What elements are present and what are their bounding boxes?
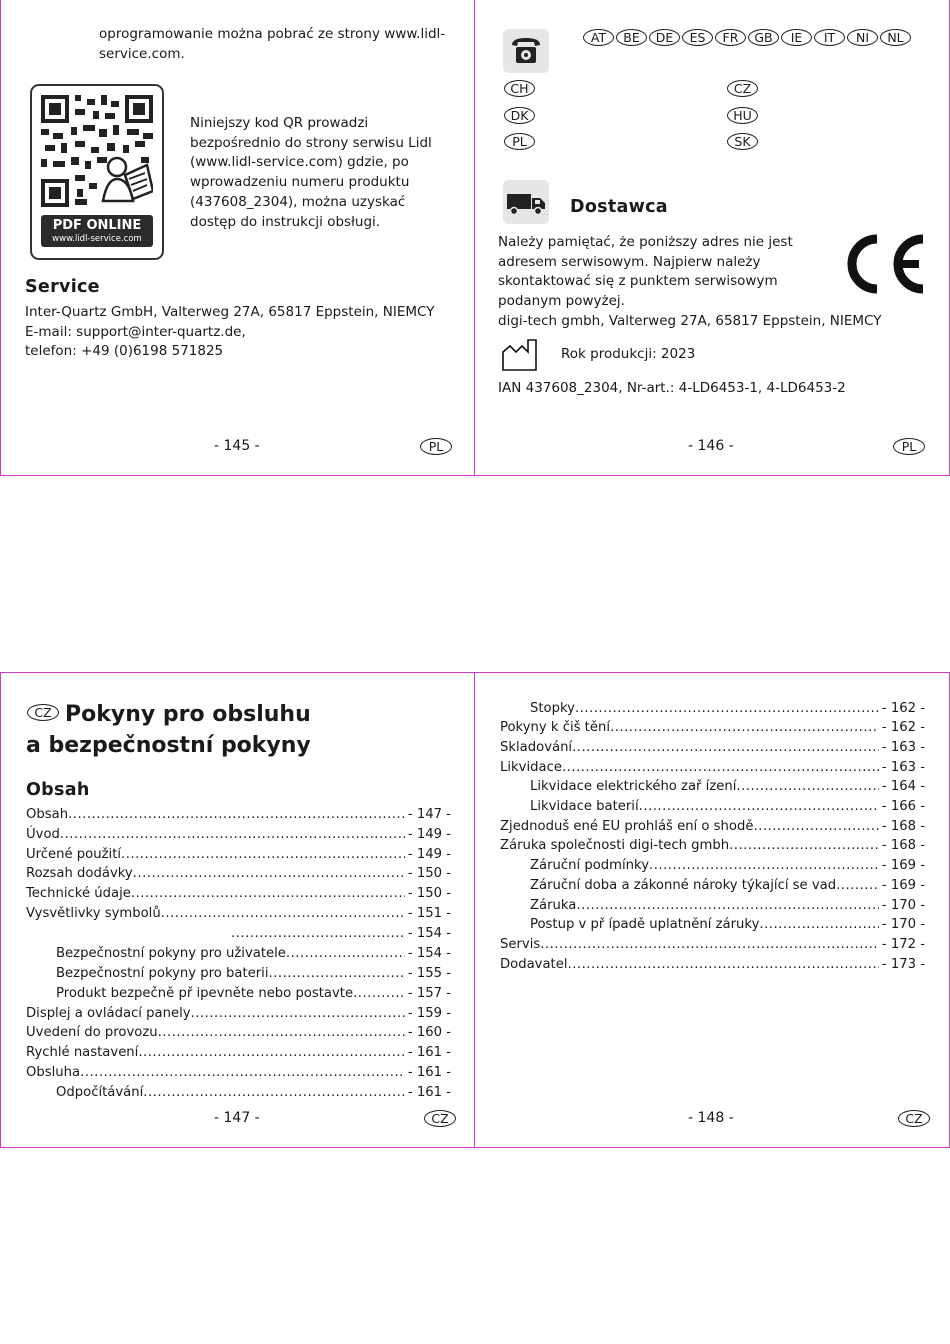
page-number: - 146 - bbox=[688, 438, 734, 454]
country-badge: NI bbox=[847, 29, 878, 46]
toc-entry[interactable]: Rozsah dodávky ..... - 150 - bbox=[26, 864, 451, 884]
toc-entry[interactable]: Likvidace ..... - 163 - bbox=[500, 758, 925, 778]
service-heading: Service bbox=[25, 277, 100, 297]
country-badge-sk: SK bbox=[727, 133, 758, 150]
toc-entry[interactable]: Určené použití ..... - 149 - bbox=[26, 845, 451, 865]
toc-entry[interactable]: Skladování ..... - 163 - bbox=[500, 738, 925, 758]
toc-entry[interactable]: Obsah ..... - 147 - bbox=[26, 805, 451, 825]
toc-entry[interactable]: Záruka ..... - 170 - bbox=[530, 896, 925, 916]
toc-entry[interactable]: Pokyny k čiš tění ..... - 162 - bbox=[500, 718, 925, 738]
toc-entry[interactable]: Záruka společnosti digi-tech gmbh ..... - 168 - bbox=[500, 836, 925, 856]
toc-entry[interactable]: Bezpečnostní pokyny pro baterii ..... - 155 - bbox=[56, 964, 451, 984]
page-title-line2: a bezpečnostní pokyny bbox=[26, 733, 311, 758]
page-number: - 145 - bbox=[214, 438, 260, 454]
toc-entry[interactable]: Servis ..... - 172 - bbox=[500, 935, 925, 955]
language-badge: CZ bbox=[424, 1110, 456, 1127]
intro-text: oprogramowanie można pobrać ze strony www.lidl- service.com. bbox=[99, 26, 446, 62]
toc-entry[interactable]: Postup v př ípadě uplatnění záruky ..... - 170 - bbox=[530, 915, 925, 935]
qr-code-box[interactable] bbox=[30, 84, 164, 260]
page-145 bbox=[0, 0, 475, 476]
country-badge-hu: HU bbox=[727, 107, 758, 124]
page-146 bbox=[475, 0, 950, 476]
truck-icon bbox=[503, 180, 549, 224]
supplier-heading: Dostawca bbox=[570, 197, 668, 217]
language-badge: PL bbox=[893, 438, 925, 455]
country-badge-cz: CZ bbox=[727, 80, 758, 97]
country-badge: AT bbox=[583, 29, 614, 46]
page-number: - 148 - bbox=[688, 1110, 734, 1126]
page-148 bbox=[475, 672, 950, 1148]
toc-entry[interactable]: Technické údaje ..... - 150 - bbox=[26, 884, 451, 904]
country-badge: IE bbox=[781, 29, 812, 46]
country-badge: GB bbox=[748, 29, 779, 46]
country-badge: FR bbox=[715, 29, 746, 46]
toc-entry[interactable]: Likvidace baterií ..... - 166 - bbox=[530, 797, 925, 817]
toc-entry[interactable]: Odpočítávání ..... - 161 - bbox=[56, 1083, 451, 1103]
country-badge: ES bbox=[682, 29, 713, 46]
supplier-text: Należy pamiętać, że poniższy adres nie jest adresem serwisowym. Najpierw należy skontaktować się z punktem serwisowym podanym powyżej. digi-tech gmbh, Valterweg 27A, 65817 Eppstein, NIEMCY bbox=[498, 234, 882, 329]
page-147 bbox=[0, 672, 475, 1148]
service-address: Inter-Quartz GmbH, Valterweg 27A, 65817 Eppstein, NIEMCY E-mail: support@inter-quartz.de, telefon: +49 (0)6198 571825 bbox=[25, 304, 435, 360]
toc-entry[interactable]: Zjednoduš ené EU prohláš ení o shodě ..... - 168 - bbox=[500, 817, 925, 837]
telephone-icon bbox=[503, 29, 549, 73]
page-number: - 147 - bbox=[214, 1110, 260, 1126]
country-badge-pl: PL bbox=[504, 133, 535, 150]
qr-code-icon bbox=[41, 95, 153, 207]
qr-description: Niniejszy kod QR prowadzi bezpośrednio do strony serwisu Lidl (www.lidl-service.com) gdzie, po wprowadzeniu numeru produktu (437608_2304), można uzyskać dostęp do instrukcji obsługi. bbox=[190, 115, 432, 230]
country-badge: IT bbox=[814, 29, 845, 46]
toc-entry[interactable]: Obsluha ..... - 161 - bbox=[26, 1063, 451, 1083]
title-language-badge: CZ bbox=[27, 704, 59, 721]
toc-entry[interactable]: Displej a ovládací panely ..... - 159 - bbox=[26, 1004, 451, 1024]
country-badge: BE bbox=[616, 29, 647, 46]
toc-entry[interactable]: Záruční doba a zákonné nároky týkající se vad ..... - 169 - bbox=[530, 876, 925, 896]
country-badge: NL bbox=[880, 29, 911, 46]
toc-entry[interactable]: Úvod ..... - 149 - bbox=[26, 825, 451, 845]
manufacture-date-icon bbox=[500, 338, 540, 372]
production-year: Rok produkcji: 2023 bbox=[561, 346, 696, 362]
toc-entry[interactable]: Záruční podmínky ..... - 169 - bbox=[530, 856, 925, 876]
toc-entry[interactable]: Likvidace elektrického zař ízení ..... - 164 - bbox=[530, 777, 925, 797]
language-badge: CZ bbox=[898, 1110, 930, 1127]
toc-entry[interactable]: ..... - 154 - bbox=[231, 924, 451, 944]
ian-number: IAN 437608_2304, Nr-art.: 4-LD6453-1, 4-LD6453-2 bbox=[498, 380, 846, 396]
country-badge-dk: DK bbox=[504, 107, 535, 124]
toc-entry[interactable]: Vysvětlivky symbolů ..... - 151 - bbox=[26, 904, 451, 924]
country-codes-row bbox=[583, 29, 911, 46]
toc-entry[interactable]: Uvedení do provozu ..... - 160 - bbox=[26, 1023, 451, 1043]
page-title-line1: Pokyny pro obsluhu bbox=[65, 702, 311, 727]
toc-entry[interactable]: Rychlé nastavení ..... - 161 - bbox=[26, 1043, 451, 1063]
language-badge: PL bbox=[420, 438, 452, 455]
country-badge-ch: CH bbox=[504, 80, 535, 97]
toc-entry[interactable]: Bezpečnostní pokyny pro uživatele ..... - 154 - bbox=[56, 944, 451, 964]
country-badge: DE bbox=[649, 29, 680, 46]
toc-heading: Obsah bbox=[26, 780, 90, 800]
toc-entry[interactable]: Stopky ..... - 162 - bbox=[530, 699, 925, 719]
pdf-online-badge: PDF ONLINE www.lidl-service.com bbox=[41, 215, 153, 247]
toc-entry[interactable]: Produkt bezpečně př ipevněte nebo postavte ..... - 157 - bbox=[56, 984, 451, 1004]
toc-entry[interactable]: Dodavatel ..... - 173 - bbox=[500, 955, 925, 975]
